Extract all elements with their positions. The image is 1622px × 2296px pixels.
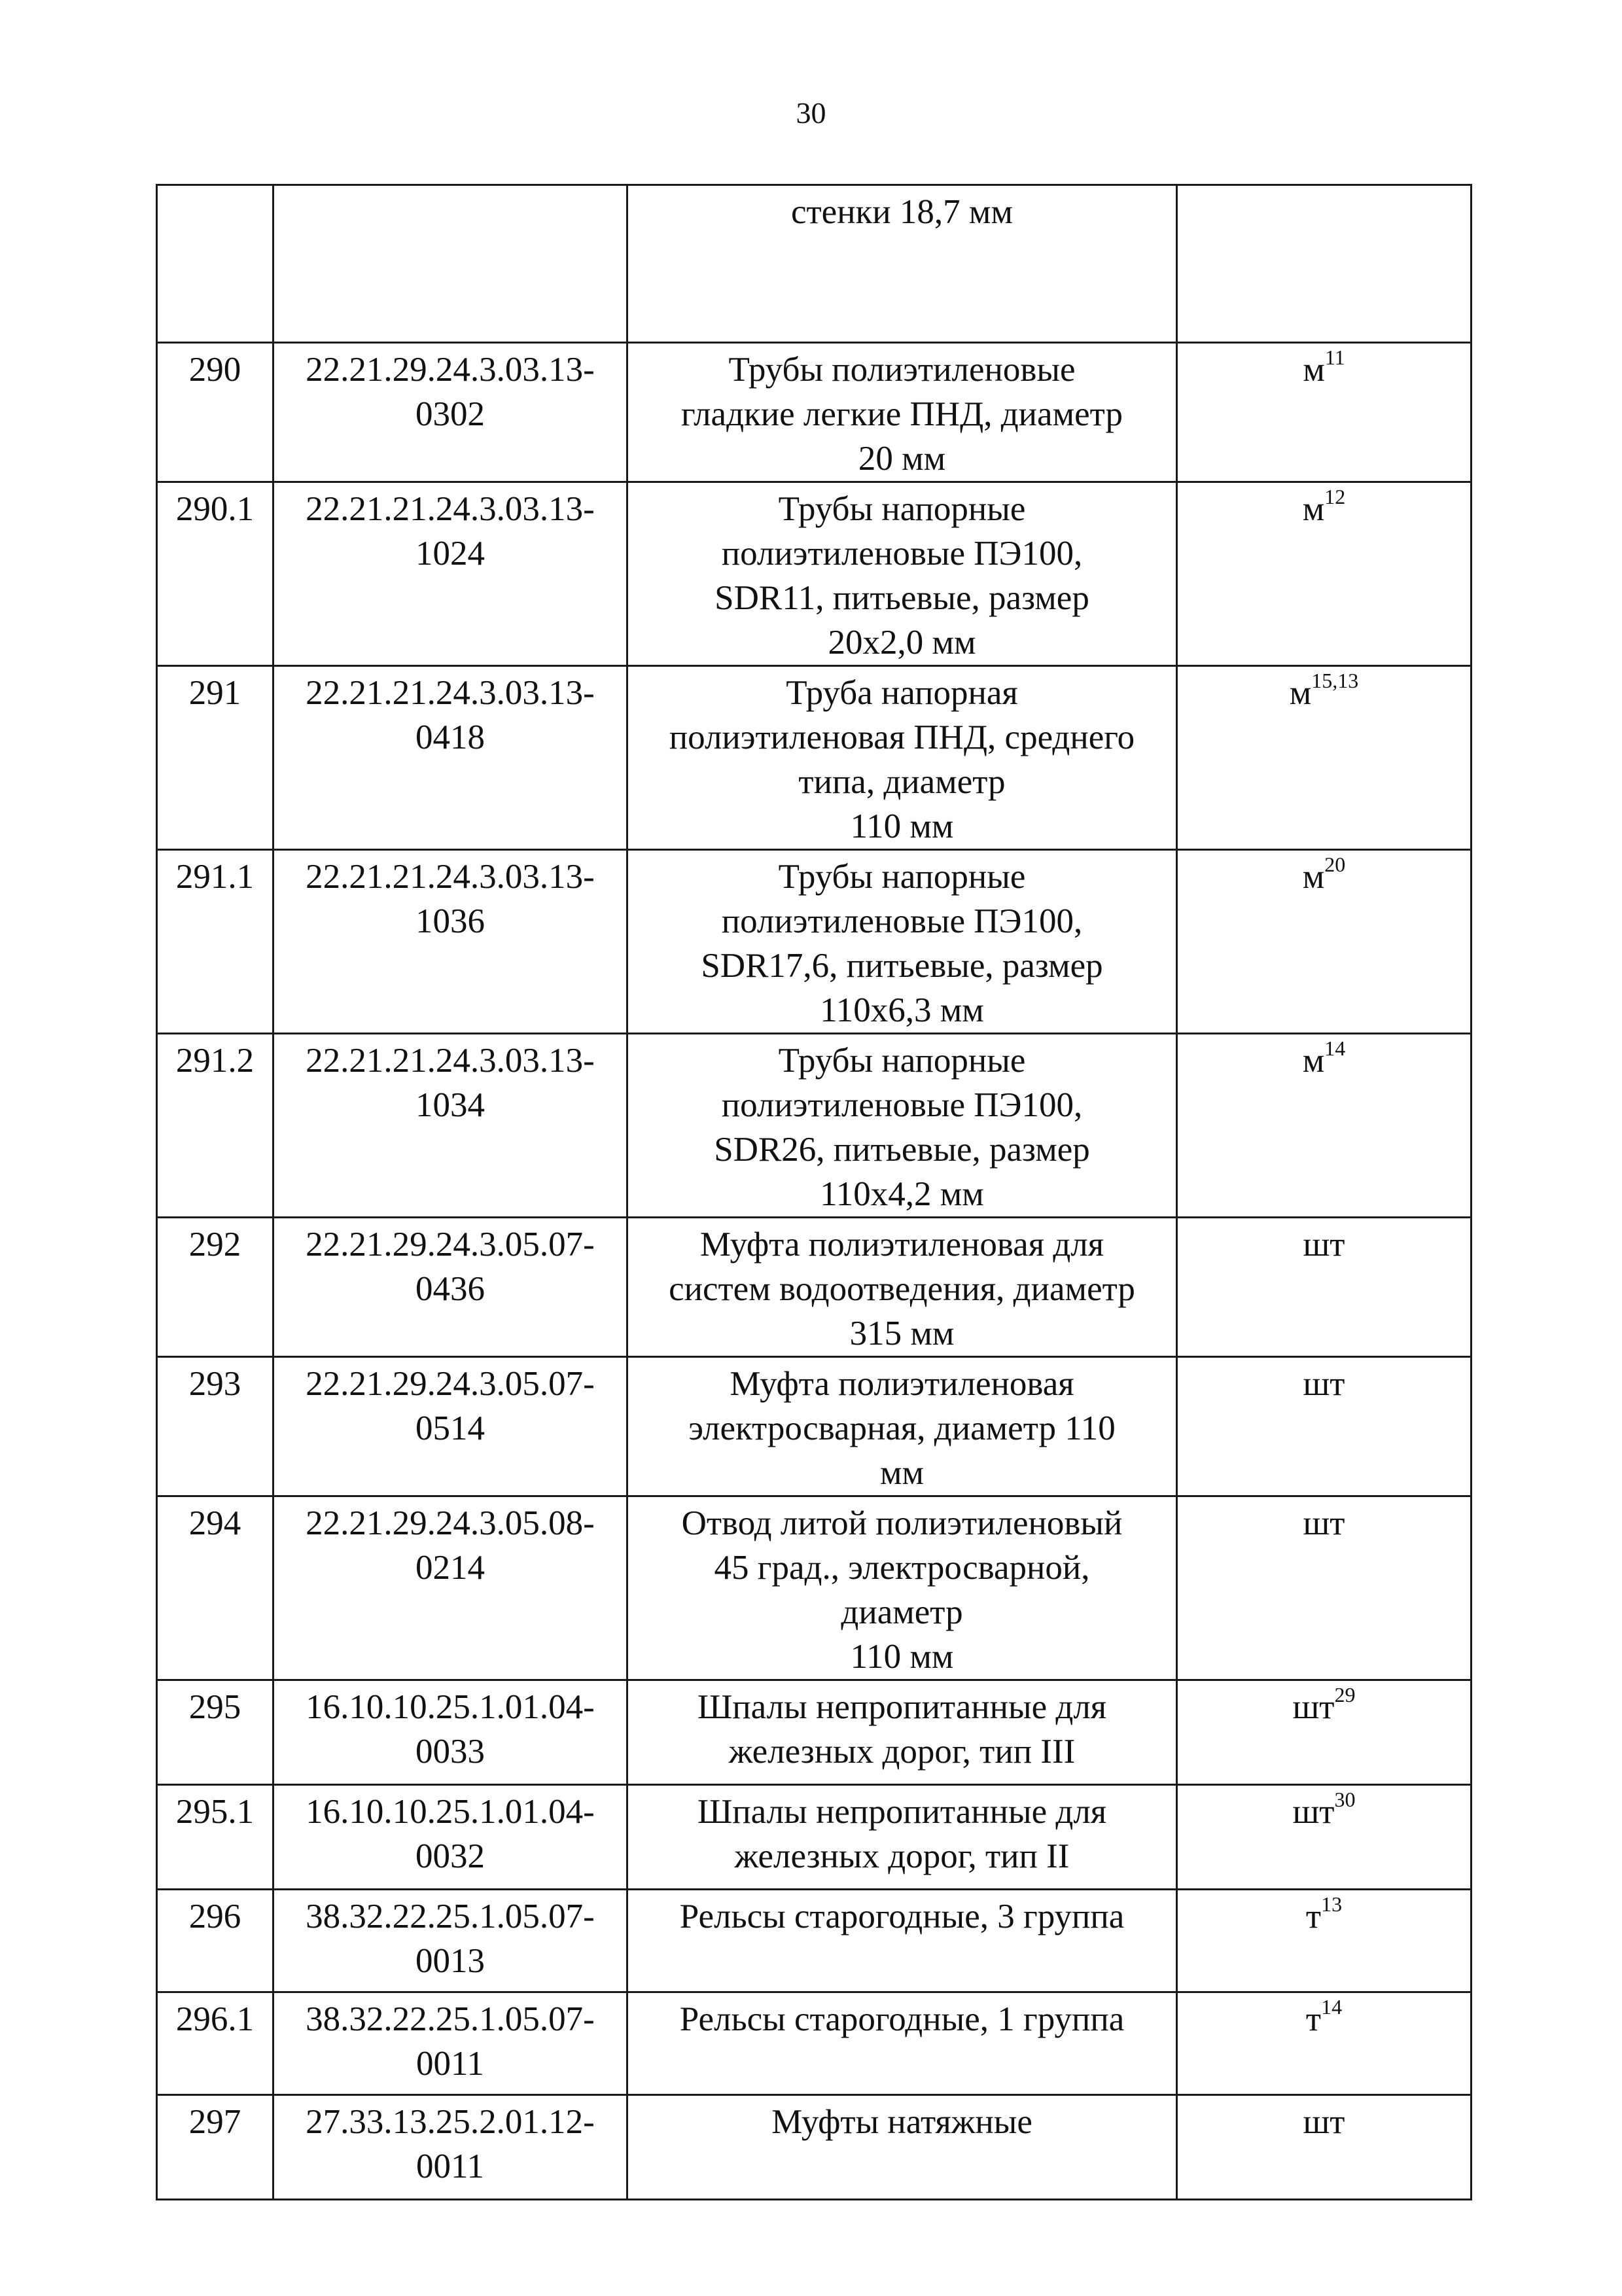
resource-code: 22.21.21.24.3.03.13- 1034 [273, 1034, 627, 1218]
resource-code: 16.10.10.25.1.01.04- 0032 [273, 1785, 627, 1890]
table-row [157, 1785, 1472, 1890]
row-number: 291.2 [157, 1034, 273, 1218]
table-row [157, 2095, 1472, 2200]
row-number: 295 [157, 1680, 273, 1785]
resource-code: 22.21.21.24.3.03.13- 0418 [273, 666, 627, 850]
row-number [157, 185, 273, 343]
row-number: 290 [157, 343, 273, 482]
unit-footnote: 11 [1324, 345, 1345, 370]
unit-cell [1177, 1992, 1472, 2095]
unit-footnote: 12 [1324, 485, 1346, 509]
unit-footnote: 14 [1321, 1995, 1343, 2019]
unit: м [1303, 351, 1325, 389]
resource-code: 22.21.29.24.3.05.07- 0436 [273, 1218, 627, 1357]
unit-cell [1177, 1496, 1472, 1680]
resource-code: 22.21.21.24.3.03.13- 1036 [273, 850, 627, 1034]
resource-name: Труба напорная полиэтиленовая ПНД, среднего типа, диаметр 110 мм [627, 666, 1177, 850]
unit-footnote: 14 [1324, 1036, 1346, 1061]
row-number: 292 [157, 1218, 273, 1357]
row-number: 296.1 [157, 1992, 273, 2095]
resource-code: 27.33.13.25.2.01.12- 0011 [273, 2095, 627, 2200]
table-row [157, 482, 1472, 666]
unit: т [1305, 2000, 1322, 2038]
unit-cell [1177, 850, 1472, 1034]
unit-cell [1177, 482, 1472, 666]
unit-cell [1177, 1218, 1472, 1357]
unit-cell [1177, 1785, 1472, 1890]
table-row [157, 1357, 1472, 1496]
resource-name: Трубы напорные полиэтиленовые ПЭ100, SDR26, питьевые, размер 110х4,2 мм [627, 1034, 1177, 1218]
resource-code: 22.21.29.24.3.03.13- 0302 [273, 343, 627, 482]
resource-code: 22.21.29.24.3.05.08- 0214 [273, 1496, 627, 1680]
resource-name: Трубы полиэтиленовые гладкие легкие ПНД, диаметр 20 мм [627, 343, 1177, 482]
unit: т [1305, 1898, 1322, 1935]
table-row [157, 1496, 1472, 1680]
resource-name: Трубы напорные полиэтиленовые ПЭ100, SDR11, питьевые, размер 20х2,0 мм [627, 482, 1177, 666]
resource-name: Муфты натяжные [627, 2095, 1177, 2200]
table-row [157, 1890, 1472, 1992]
unit-cell [1177, 1357, 1472, 1496]
resource-name: Трубы напорные полиэтиленовые ПЭ100, SDR17,6, питьевые, размер 110х6,3 мм [627, 850, 1177, 1034]
resource-code: 38.32.22.25.1.05.07- 0013 [273, 1890, 627, 1992]
resource-name: Отвод литой полиэтиленовый 45 град., электросварной, диаметр 110 мм [627, 1496, 1177, 1680]
table-row [157, 666, 1472, 850]
unit-cell [1177, 343, 1472, 482]
resource-name: Рельсы старогодные, 3 группа [627, 1890, 1177, 1992]
table-row [157, 185, 1472, 343]
unit-cell [1177, 2095, 1472, 2200]
resource-name: Рельсы старогодные, 1 группа [627, 1992, 1177, 2095]
unit: м [1302, 858, 1325, 896]
unit: шт [1303, 1504, 1345, 1542]
unit: м [1302, 490, 1325, 528]
unit-cell [1177, 1034, 1472, 1218]
resource-name: Муфта полиэтиленовая электросварная, диаметр 110 мм [627, 1357, 1177, 1496]
unit: шт [1292, 1688, 1335, 1726]
unit: м [1302, 1042, 1325, 1080]
resource-name: Муфта полиэтиленовая для систем водоотведения, диаметр 315 мм [627, 1218, 1177, 1357]
resource-table [156, 184, 1472, 2200]
resource-code [273, 185, 627, 343]
table-row [157, 1680, 1472, 1785]
row-number: 291.1 [157, 850, 273, 1034]
table-row [157, 1218, 1472, 1357]
resource-code: 22.21.21.24.3.03.13- 1024 [273, 482, 627, 666]
table-row [157, 1992, 1472, 2095]
resource-code: 22.21.29.24.3.05.07- 0514 [273, 1357, 627, 1496]
row-number: 296 [157, 1890, 273, 1992]
unit-cell [1177, 1890, 1472, 1992]
table-row [157, 343, 1472, 482]
unit-footnote: 15,13 [1311, 669, 1359, 693]
unit-cell [1177, 185, 1472, 343]
row-number: 297 [157, 2095, 273, 2200]
resource-name: Шпалы непропитанные для железных дорог, тип III [627, 1680, 1177, 1785]
unit: шт [1303, 1365, 1345, 1403]
unit-cell [1177, 1680, 1472, 1785]
resource-name: стенки 18,7 мм [627, 185, 1177, 343]
unit-footnote: 13 [1321, 1892, 1343, 1916]
row-number: 291 [157, 666, 273, 850]
table-row [157, 850, 1472, 1034]
unit: шт [1303, 2103, 1345, 2141]
table-row [157, 1034, 1472, 1218]
resource-code: 38.32.22.25.1.05.07- 0011 [273, 1992, 627, 2095]
resource-name: Шпалы непропитанные для железных дорог, тип II [627, 1785, 1177, 1890]
unit: м [1289, 674, 1312, 712]
row-number: 294 [157, 1496, 273, 1680]
row-number: 293 [157, 1357, 273, 1496]
unit-cell [1177, 666, 1472, 850]
resource-code: 16.10.10.25.1.01.04- 0033 [273, 1680, 627, 1785]
unit: шт [1303, 1226, 1345, 1263]
unit-footnote: 29 [1334, 1683, 1356, 1707]
row-number: 295.1 [157, 1785, 273, 1890]
row-number: 290.1 [157, 482, 273, 666]
unit-footnote: 30 [1334, 1788, 1356, 1812]
unit: шт [1292, 1793, 1335, 1831]
unit-footnote: 20 [1324, 853, 1346, 877]
page-number: 30 [796, 96, 826, 130]
